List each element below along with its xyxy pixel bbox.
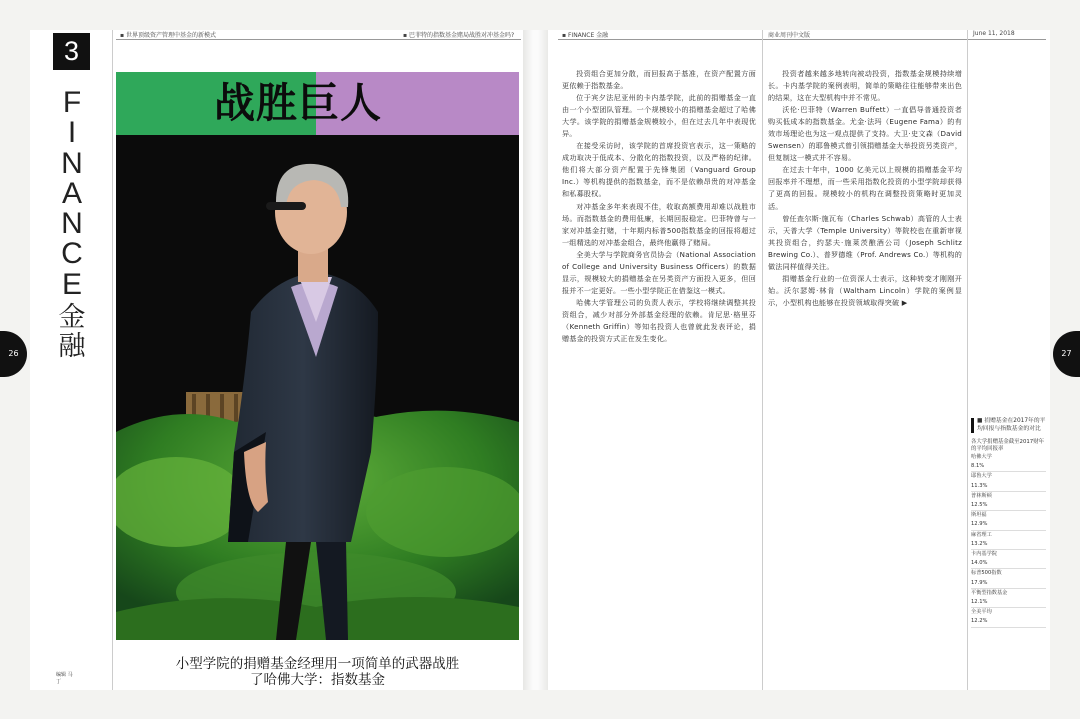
vertical-letter: E: [61, 267, 82, 301]
header-rule: [116, 39, 521, 40]
sidebar-row-value: 8.1%: [971, 463, 985, 470]
headline: [214, 78, 382, 128]
sidebar-row-name: 全美平均: [971, 609, 992, 616]
paragraph: 在接受采访时，该学院的首席投资官表示，这一策略的成功取决于低成本、分散化的指数投资，以及严格的纪律。他们将大部分资产配置于先锋集团（Vanguard Group Inc.）等机构提供的指数基金，而不是依赖昂贵的对冲基金和私募股权。: [562, 141, 756, 199]
editor-label: 编辑 马丁: [56, 672, 73, 685]
sidebar-row-name: 卡内基学院: [971, 551, 997, 558]
vertical-letter: I: [67, 116, 77, 150]
sidebar-row: [971, 453, 1046, 472]
left-page: [30, 30, 523, 690]
sidebar-row-name: 麻省理工: [971, 531, 992, 538]
sidebar-row: [971, 511, 1046, 530]
sidebar-row-value: 13.2%: [971, 540, 988, 547]
sidebar-row: [971, 492, 1046, 511]
sidebar-row-name: 平衡型指数基金: [971, 589, 1008, 596]
running-head: June 11, 2018: [973, 30, 1015, 37]
vertical-letter: N: [61, 207, 83, 241]
sidebar-row: [971, 550, 1046, 569]
page-number-right: 27: [1053, 331, 1080, 377]
section-number: 3: [53, 33, 90, 70]
sidebar-row-value: 11.3%: [971, 482, 988, 489]
paragraph: 哈佛大学管理公司的负责人表示，学校将继续调整其投资组合，减少对部分外部基金经理的依赖。肯尼思·格里芬（Kenneth Griffin）等知名投资人也曾就此发表评论，捐赠基金的投资方式正在发生变化。: [562, 297, 756, 344]
header-rule: [558, 39, 1046, 40]
sidebar-row-value: 12.5%: [971, 502, 988, 509]
headline-banner: [116, 72, 519, 135]
sidebar-row-name: 标普500指数: [971, 570, 1002, 577]
sidebar-row-name: 斯坦福: [971, 512, 987, 519]
column-divider: [762, 30, 763, 690]
vertical-letter: F: [62, 86, 82, 119]
sidebar-row: [971, 569, 1046, 588]
page-number-left: 26: [0, 331, 27, 377]
sidebar-row-name: 耶鲁大学: [971, 473, 992, 480]
section-vertical-title: [48, 88, 96, 361]
vertical-letter: A: [61, 176, 82, 210]
sidebar-row-value: 12.2%: [971, 618, 988, 625]
article-column-1: [562, 68, 756, 686]
vertical-letter: N: [61, 146, 83, 180]
right-page: [548, 30, 1050, 690]
sidebar-row: [971, 472, 1046, 491]
sidebar-row-value: 14.0%: [971, 560, 988, 567]
sidebar-row: [971, 608, 1046, 627]
sidebar-row-value: 17.9%: [971, 579, 988, 586]
paragraph: 对冲基金多年来表现不佳，收取高额费用却难以战胜市场。而指数基金的费用低廉，长期回报稳定。巴菲特曾与一家对冲基金打赌，十年期内标普500指数基金的回报将超过一组精选的对冲基金组合，最终他赢得了赌局。: [562, 201, 756, 247]
caption-line: 小型学院的捐赠基金经理用一项简单的武器战胜: [175, 656, 460, 672]
paragraph: 位于宾夕法尼亚州的卡内基学院，此前的捐赠基金一直由一个小型团队管理。一个规模较小的捐赠基金超过了哈佛大学。该学院的捐赠基金规模较小，但在过去几年中表现优异。: [562, 93, 756, 139]
sidebar-row-value: 12.1%: [971, 599, 988, 606]
sidebar-row: [971, 531, 1046, 550]
vertical-letter: C: [61, 237, 83, 271]
caption-line: 了哈佛大学：指数基金: [250, 672, 385, 688]
paragraph: 全美大学与学院商务官员协会（National Association of College and University Business Officers）的数据显示，规模较大的捐赠基金在另类资产方面投入更多，但回报并不一定更好。一些小型学院正在借鉴这一模式。: [562, 249, 756, 295]
column-divider: [967, 30, 968, 690]
headline-part: 战胜: [214, 79, 298, 127]
sidebar-row: [971, 589, 1046, 608]
sidebar-subtitle: 各大学捐赠基金截至2017财年的平均回报率: [971, 439, 1045, 452]
running-head: ▪ 世界顶级资产管理中基金的新模式: [120, 32, 216, 39]
running-head: 商业周刊中文版: [768, 32, 811, 39]
paragraph: 投资者越来越多地转向被动投资，指数基金规模持续增长。卡内基学院的案例表明，简单的策略往往能够带来出色的结果，这在大型机构中并不常见。: [768, 69, 962, 103]
running-head: ▪ FINANCE 金融: [562, 32, 609, 39]
paragraph: 投资组合更加分散，而回报高于基准，在资产配置方面更依赖于指数基金。: [562, 69, 756, 91]
paragraph: 捐赠基金行业的一位资深人士表示，这种转变才刚刚开始。沃尔瑟姆·林肯（Waltham Lincoln）学院的案例显示，小型机构也能够在投资领域取得突破 ▶: [768, 273, 962, 307]
paragraph: 在过去十年中，1000 亿美元以上规模的捐赠基金平均回报率并不理想，而一些采用指数化投资的小型学院却获得了更高的回报。规模较小的机构在调整投资策略时更加灵活。: [768, 165, 962, 211]
sidebar-row-name: 普林斯顿: [971, 492, 992, 499]
portrait-illustration: [116, 72, 519, 640]
column-divider: [112, 30, 113, 690]
sidebar-rows: [971, 453, 1046, 628]
feature-photo: [116, 72, 519, 640]
vertical-title-chinese: 金融: [58, 302, 86, 362]
sidebar-row-value: 12.9%: [971, 521, 988, 528]
paragraph: 曾任查尔斯·施瓦布（Charles Schwab）高管的人士表示，天普大学（Temple University）等院校也在重新审视其投资组合，约瑟夫·施莱茨酿酒公司（Joseph Schlitz Brewing Co.）、普罗德维（Prof. Andrews Co.）等机构的做法同样值得关注。: [768, 213, 962, 271]
sidebar-header: ■ 捐赠基金在2017年的平均回报与指数基金的对比: [971, 418, 1046, 433]
paragraph: 沃伦·巴菲特（Warren Buffett）一直倡导普通投资者购买低成本的指数基金。尤金·法玛（Eugene Fama）的有效市场理论也为这一观点提供了支持。大卫·史文森（David Swensen）的耶鲁模式曾引领捐赠基金大举投资另类资产，但复制这一模式并不容易。: [768, 105, 962, 163]
sidebar-row-name: 哈佛大学: [971, 454, 992, 460]
headline-part: 巨人: [298, 79, 382, 127]
article-column-2: [768, 68, 962, 686]
sidebar-table: [971, 418, 1046, 628]
running-head: ▪ 巴菲特的指数基金赌局战胜对冲基金吗?: [403, 32, 515, 39]
photo-caption: [116, 656, 519, 688]
gutter: [523, 30, 548, 690]
